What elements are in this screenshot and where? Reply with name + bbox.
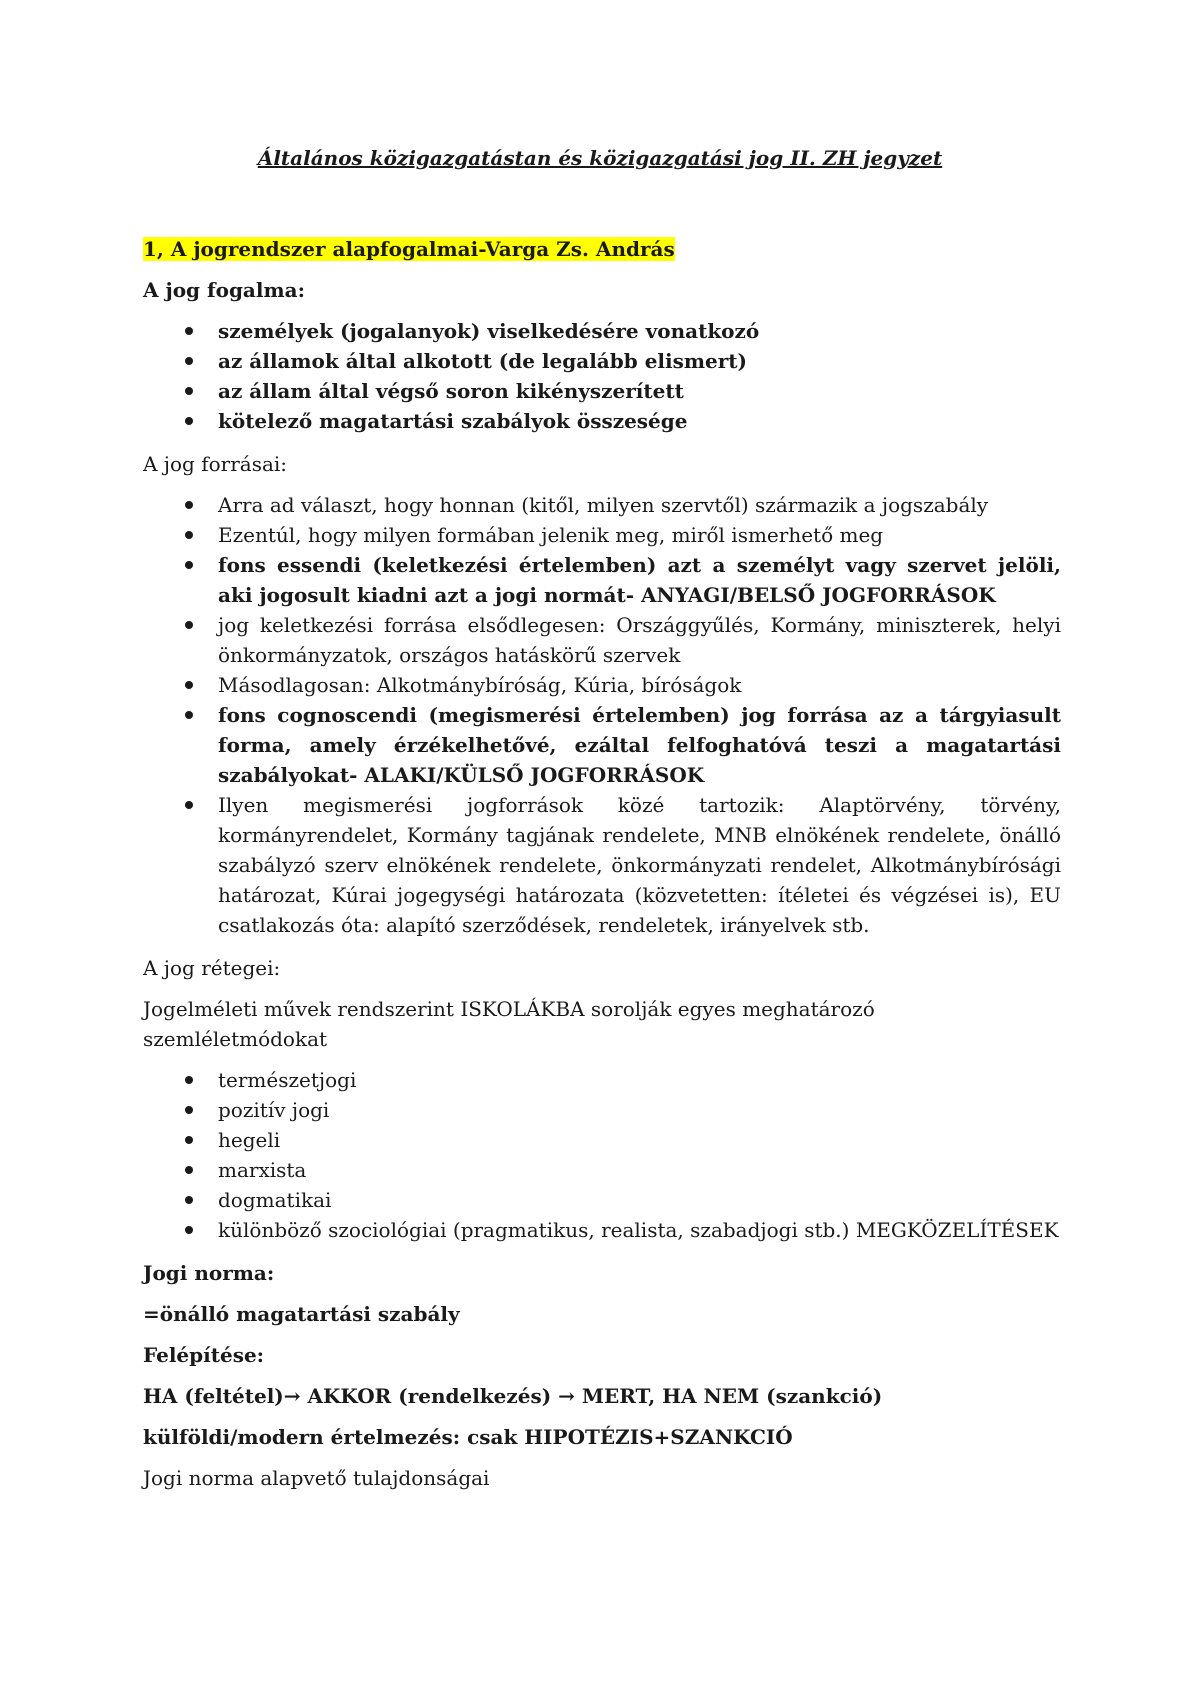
list-item-text: különböző szociológiai (pragmatikus, realista, szabadjogi stb.) MEGKÖZELÍTÉSEK xyxy=(218,1218,1059,1242)
list-item xyxy=(143,1095,1061,1125)
tulajdonsagai-label: Jogi norma alapvető tulajdonságai xyxy=(143,1466,490,1490)
bullet-icon xyxy=(185,711,193,719)
list-item xyxy=(143,670,1061,700)
jog-forrasai-list xyxy=(143,490,1061,940)
list-item-text: Ezentúl, hogy milyen formában jelenik meg, miről ismerhető meg xyxy=(218,523,884,547)
jog-fogalma-label: A jog fogalma: xyxy=(143,278,305,302)
jogi-norma-definition: =önálló magatartási szabály xyxy=(143,1302,460,1326)
document-title: Általános közigazgatástan és közigazgatási jog II. ZH jegyzet xyxy=(257,146,943,170)
bullet-icon xyxy=(185,357,193,365)
jog-retegei-label: A jog rétegei: xyxy=(143,956,281,980)
list-item xyxy=(143,1125,1061,1155)
list-item xyxy=(143,490,1061,520)
list-item xyxy=(143,316,1061,346)
list-item-text: pozitív jogi xyxy=(218,1098,330,1122)
list-item xyxy=(143,520,1061,550)
list-item xyxy=(143,1215,1061,1245)
bullet-icon xyxy=(185,387,193,395)
list-item-text: hegeli xyxy=(218,1128,281,1152)
list-item xyxy=(143,1155,1061,1185)
list-item-text: dogmatikai xyxy=(218,1188,332,1212)
list-item xyxy=(143,700,1061,790)
jog-retegei-intro: Jogelméleti művek rendszerint ISKOLÁKBA sorolják egyes meghatározó szemléletmódokat xyxy=(143,997,875,1051)
list-item xyxy=(143,790,1061,940)
bullet-icon xyxy=(185,801,193,809)
section-heading xyxy=(143,234,1061,264)
bullet-icon xyxy=(185,681,193,689)
bullet-icon xyxy=(185,1076,193,1084)
jog-retegei-list xyxy=(143,1065,1061,1245)
list-item xyxy=(143,550,1061,610)
list-item-text: fons cognoscendi (megismerési értelemben) jog forrása az a tárgyiasult forma, amely érzékelhetővé, ezáltal felfoghatóvá teszi a magatartási szabályokat- ALAKI/KÜLSŐ JOGFORRÁSOK xyxy=(218,703,1061,787)
jogi-norma-label: Jogi norma: xyxy=(143,1261,275,1285)
bullet-icon xyxy=(185,501,193,509)
list-item-text: fons essendi (keletkezési értelemben) azt a személyt vagy szervet jelöli, aki jogosult kiadni azt a jogi normát- ANYAGI/BELSŐ JOGFORRÁSOK xyxy=(218,553,1061,607)
list-item-text: Ilyen megismerési jogforrások közé tartozik: Alaptörvény, törvény, kormányrendelet, Kormány tagjának rendelete, MNB elnökének rendelete, önálló szabályzó szerv elnökének rendelete, önkormányzati rendelet, Alkotmánybírósági határozat, Kúrai jogegységi határozata (közvetetten: ítéletei és végzései is), EU csatlakozás óta: alapító szerződések, rendeletek, irányelvek stb. xyxy=(218,793,1061,937)
bullet-icon xyxy=(185,417,193,425)
list-item-text: az államok által alkotott (de legalább elismert) xyxy=(218,349,747,373)
jog-fogalma-list xyxy=(143,316,1061,436)
bullet-icon xyxy=(185,531,193,539)
list-item-text: kötelező magatartási szabályok összesége xyxy=(218,409,688,433)
list-item-text: az állam által végső soron kikényszerített xyxy=(218,379,684,403)
bullet-icon xyxy=(185,1106,193,1114)
list-item-text: személyek (jogalanyok) viselkedésére vonatkozó xyxy=(218,319,760,343)
felepitese-label: Felépítése: xyxy=(143,1343,265,1367)
section-heading-text: 1, A jogrendszer alapfogalmai-Varga Zs. András xyxy=(143,237,675,261)
bullet-icon xyxy=(185,621,193,629)
felepitese-formula: HA (feltétel)→ AKKOR (rendelkezés) → MERT, HA NEM (szankció) xyxy=(143,1384,883,1408)
list-item-text: Arra ad választ, hogy honnan (kitől, milyen szervtől) származik a jogszabály xyxy=(218,493,989,517)
bullet-icon xyxy=(185,1226,193,1234)
bullet-icon xyxy=(185,327,193,335)
list-item-text: Másodlagosan: Alkotmánybíróság, Kúria, bíróságok xyxy=(218,673,742,697)
list-item xyxy=(143,406,1061,436)
list-item xyxy=(143,376,1061,406)
kulfoldi-ertelmezes: külföldi/modern értelmezés: csak HIPOTÉZIS+SZANKCIÓ xyxy=(143,1425,793,1449)
list-item-text: marxista xyxy=(218,1158,307,1182)
document-body xyxy=(143,234,1061,1504)
bullet-icon xyxy=(185,1136,193,1144)
bullet-icon xyxy=(185,1196,193,1204)
list-item-text: természetjogi xyxy=(218,1068,357,1092)
list-item xyxy=(143,1185,1061,1215)
bullet-icon xyxy=(185,1166,193,1174)
list-item xyxy=(143,1065,1061,1095)
list-item xyxy=(143,610,1061,670)
jog-forrasai-label: A jog forrásai: xyxy=(143,452,288,476)
list-item-text: jog keletkezési forrása elsődlegesen: Országgyűlés, Kormány, miniszterek, helyi önkormányzatok, országos hatáskörű szervek xyxy=(218,613,1061,667)
list-item xyxy=(143,346,1061,376)
bullet-icon xyxy=(185,561,193,569)
